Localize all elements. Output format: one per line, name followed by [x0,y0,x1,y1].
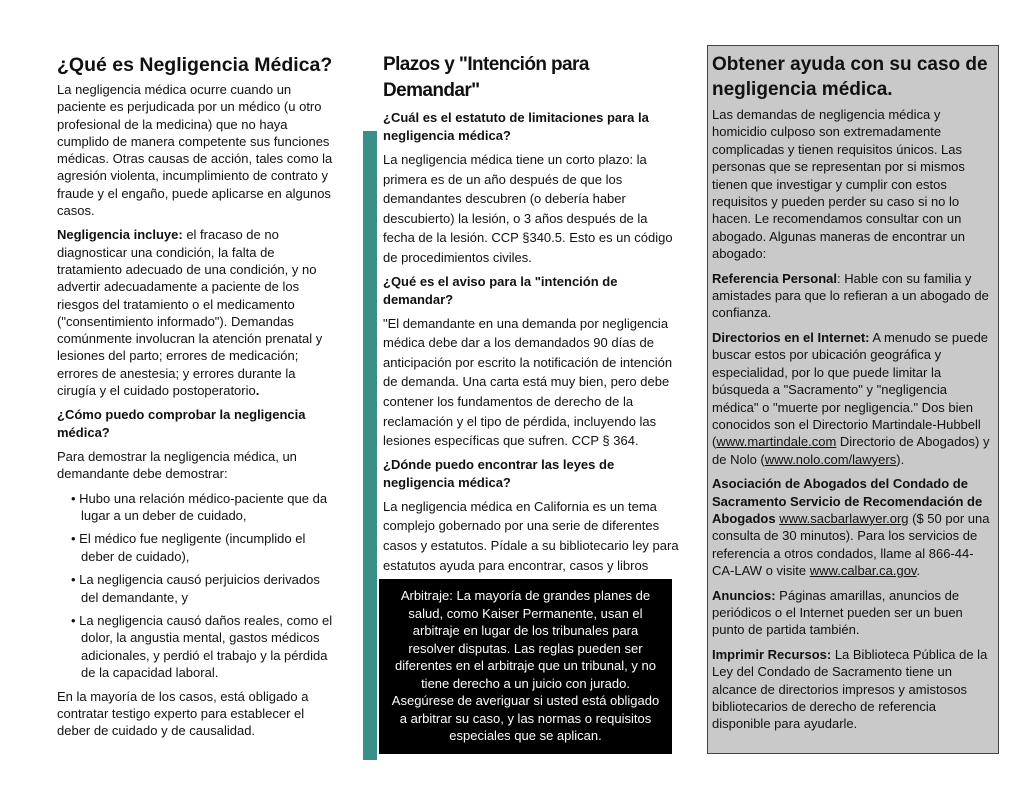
directories-label: Directorios en el Internet: [712,329,870,345]
includes-text: el fracaso de no diagnosticar una condición, la falta de tratamiento adecuado de una condición, y no advertir adecuadamente a paciente de los riesgos del tratamiento o el medicamento ("consentimiento informado"). Demandas comúnmente involucran la atención prenatal y lesiones del parto; errores de medicación; errores de anestesia; y errores durante la cirugía y el cuidado postoperatorio [57,227,323,399]
arbitration-callout: Arbitraje: La mayoría de grandes planes de salud, como Kaiser Permanente, usan el arbitraje en lugar de los tribunales para resolver disputas. Las reglas pueden ser diferentes en el arbitraje que un tribunal, y no tiene derecho a un juicio con jurado. Asegúrese de averiguar si usted está obligado a arbitrar su caso, y las normas o requisitos especiales que se aplican. [379,579,672,754]
column-what-is-malpractice [57,52,333,746]
intro-paragraph: La negligencia médica ocurre cuando un paciente es perjudicada por un médico (u otro profesional de la medicina) que no haya cumplido de manera competente sus funciones médicas. Otras causas de acción, tales como la agresión violenta, incumplimiento de contrato y fraude y el engaño, puede aplicarse en algunos casos. [57,82,333,219]
section-title-deadlines: Plazos y "Intención para Demandar" [383,54,589,101]
calbar-link[interactable]: www.calbar.ca.gov [809,563,917,579]
martindale-link[interactable]: www.martindale.com [716,434,837,450]
includes-end: . [255,383,260,399]
sacbar-link[interactable]: www.sacbarlawyer.org [779,510,909,526]
closing-paragraph: En la mayoría de los casos, está obligado a contratar testigo experto para establecer el deber de cuidado y de causalidad. [57,688,309,739]
bullet-item: • Hubo una relación médico-paciente que da lugar a un deber de cuidado, [71,490,328,523]
print-resources-label: Imprimir Recursos: [712,646,832,662]
answer-statute: La negligencia médica tiene un corto plazo: la primera es de un año después de que los demandantes descubren (o debería haber descubierto) la lesión, o 3 años después de la fecha de la lesión. CCP §340.5. Esto es un código de procedimientos civiles. [383,152,673,265]
prove-intro: Para demostrar la negligencia médica, un demandante debe demostrar: [57,448,297,482]
accent-bar [363,131,377,760]
includes-paragraph [57,226,333,399]
bullet-item: • La negligencia causó perjuicios derivados del demandante, y [71,572,320,605]
bullet-item: • La negligencia causó daños reales, como el dolor, la angustia mental, gastos médicos adicionales, y perdió el trabajo y la pérdida de la capacidad laboral. [71,612,333,681]
section-title-what-is: ¿Qué es Negligencia Médica? [57,54,333,76]
bar-association-end: . [916,563,921,579]
directories-paragraph [712,329,993,468]
column-deadlines [383,52,679,600]
section-title-get-help: Obtener ayuda con su caso de negligencia médica. [712,54,988,100]
column-get-help [707,45,999,754]
directories-text-2: Directorio de Abogados) y de Nolo ( [712,434,990,467]
print-resources-text: La Biblioteca Pública de la Ley del Condado de Sacramento tiene un alcance de directorios impresos y amistosos bibliotecarios de derecho de referencia disponible para ayudarle. [712,646,988,732]
directories-text-3: ). [896,451,905,467]
prove-question: ¿Cómo puedo comprobar la negligencia médica? [57,407,306,440]
answer-notice: "El demandante en una demanda por negligencia médica debe dar a los demandados 90 días de anticipación por escrito la notificación de intención de demanda. Una carta está muy bien, pero debe contener los fundamentos de derecho de la reclamación y el tipo de pérdida, incluyendo las lesiones específicas que sufren. CCP § 364. [383,315,673,449]
nolo-link[interactable]: www.nolo.com/lawyers [764,451,897,467]
print-resources-paragraph [712,646,993,733]
directories-text: A menudo se puede buscar estos por ubicación geográfica y especialidad, por lo que puede limitar la búsqueda a "Sacramento" y "negligencia médica" o "muerte por negligencia." Dos bien conocidos son el Directorio Martindale-Hubbell ( [712,329,989,450]
personal-referral-label: Referencia Personal [712,270,838,286]
help-intro: Las demandas de negligencia médica y homicidio culposo son extremadamente complicadas y tienen requisitos únicos. Las personas que se representan por si mismos tienen que investigar y cumplir con estos requisitos y pueden perder su caso si no lo hacen. Le recomendamos consultar con un abogado. Algunas maneras de encontrar un abogado: [712,107,965,262]
question-notice: ¿Qué es el aviso para la "intención de demandar? [383,273,618,307]
personal-referral-text: : Hable con su familia y amistades para que lo refieran a un abogado de confianza. [712,270,989,321]
bar-association-label: Asociación de Abogados del Condado de Sacramento Servicio de Recomendación de Abogados [712,476,983,526]
question-statute: ¿Cuál es el estatuto de limitaciones para la negligencia médica? [383,110,649,143]
personal-referral-paragraph [712,270,993,322]
bar-association-text: ($ 50 por una consulta de 30 minutos). Para los servicios de referencia a otros condados, llame al 866-44-CA-LAW o visite [712,510,990,579]
answer-laws: La negligencia médica en California es un tema complejo gobernado por una serie de diferentes casos y estatutos. Pídale a su bibliotecario ley para estatutos ayuda para encontrar, casos y libros [383,498,679,573]
includes-label: Negligencia incluye: [57,227,183,243]
ads-text: Páginas amarillas, anuncios de periódicos o el Internet pueden ser un buen punto de partida también. [712,587,963,638]
bullet-item: • El médico fue negligente (incumplido el deber de cuidado), [71,531,306,564]
bar-association-paragraph [712,475,993,579]
ads-paragraph [712,587,993,639]
ads-label: Anuncios: [712,587,776,603]
question-laws: ¿Dónde puedo encontrar las leyes de negligencia médica? [383,456,615,490]
